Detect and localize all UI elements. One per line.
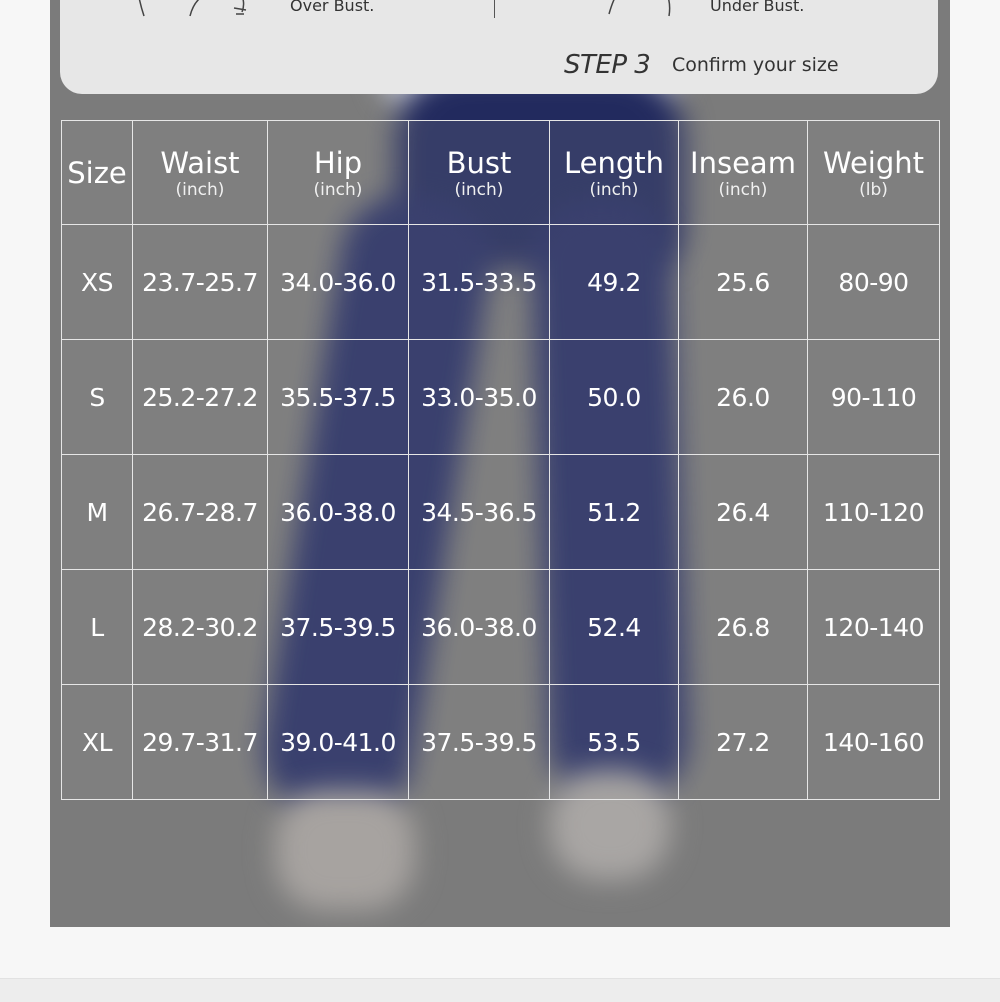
- weight-cell: 110-120: [808, 455, 940, 570]
- inseam-cell: 27.2: [679, 685, 808, 800]
- column-header-label: Inseam: [690, 145, 796, 180]
- length-cell: 53.5: [550, 685, 679, 800]
- over-bust-sketch-icon: [130, 0, 270, 20]
- bust-cell: 37.5-39.5: [409, 685, 550, 800]
- measurement-steps-card: [60, 0, 938, 94]
- table-header-row: [62, 121, 940, 225]
- size-cell: XL: [62, 685, 133, 800]
- column-header-unit: (inch): [718, 179, 768, 200]
- hip-cell: 39.0-41.0: [268, 685, 409, 800]
- column-header-length: [550, 121, 679, 225]
- length-cell: 52.4: [550, 570, 679, 685]
- bust-cell: 34.5-36.5: [409, 455, 550, 570]
- length-cell: 50.0: [550, 340, 679, 455]
- hip-cell: 37.5-39.5: [268, 570, 409, 685]
- hip-cell: 36.0-38.0: [268, 455, 409, 570]
- column-header-label: Size: [67, 155, 127, 190]
- weight-cell: 90-110: [808, 340, 940, 455]
- table-row: [62, 225, 940, 340]
- table-row: [62, 455, 940, 570]
- length-cell: 49.2: [550, 225, 679, 340]
- table-row: [62, 570, 940, 685]
- waist-cell: 29.7-31.7: [133, 685, 268, 800]
- column-header-unit: (inch): [454, 179, 504, 200]
- step-3-text: Confirm your size: [672, 54, 839, 76]
- column-header-unit: (inch): [589, 179, 639, 200]
- column-header-label: Waist: [160, 145, 240, 180]
- column-header-label: Bust: [446, 145, 512, 180]
- size-table: [61, 120, 940, 800]
- under-bust-sketch-icon: [595, 0, 675, 20]
- column-header-hip: [268, 121, 409, 225]
- column-header-weight: [808, 121, 940, 225]
- steps-divider: [494, 0, 495, 18]
- weight-cell: 120-140: [808, 570, 940, 685]
- length-cell: 51.2: [550, 455, 679, 570]
- waist-cell: 23.7-25.7: [133, 225, 268, 340]
- column-header-label: Length: [563, 145, 665, 180]
- bust-cell: 36.0-38.0: [409, 570, 550, 685]
- size-cell: M: [62, 455, 133, 570]
- inseam-cell: 26.8: [679, 570, 808, 685]
- hip-cell: 35.5-37.5: [268, 340, 409, 455]
- column-header-unit: (inch): [313, 179, 363, 200]
- size-cell: L: [62, 570, 133, 685]
- over-bust-label: Over Bust.: [290, 0, 375, 15]
- table-row: [62, 685, 940, 800]
- inseam-cell: 26.0: [679, 340, 808, 455]
- column-header-size: [62, 121, 133, 225]
- waist-cell: 25.2-27.2: [133, 340, 268, 455]
- column-header-waist: [133, 121, 268, 225]
- size-cell: S: [62, 340, 133, 455]
- waist-cell: 28.2-30.2: [133, 570, 268, 685]
- model-left-shoe: [275, 790, 415, 910]
- weight-cell: 140-160: [808, 685, 940, 800]
- hip-cell: 34.0-36.0: [268, 225, 409, 340]
- inseam-cell: 25.6: [679, 225, 808, 340]
- column-header-label: Weight: [822, 145, 925, 180]
- under-bust-label: Under Bust.: [710, 0, 805, 15]
- size-cell: XS: [62, 225, 133, 340]
- bust-cell: 31.5-33.5: [409, 225, 550, 340]
- bust-cell: 33.0-35.0: [409, 340, 550, 455]
- column-header-label: Hip: [313, 145, 363, 180]
- size-chart-image: [50, 0, 950, 927]
- column-header-inseam: [679, 121, 808, 225]
- column-header-unit: (inch): [175, 179, 225, 200]
- column-header-bust: [409, 121, 550, 225]
- waist-cell: 26.7-28.7: [133, 455, 268, 570]
- bottom-bar: [0, 978, 1000, 1002]
- inseam-cell: 26.4: [679, 455, 808, 570]
- column-header-unit: (lb): [859, 179, 888, 200]
- weight-cell: 80-90: [808, 225, 940, 340]
- step-3-label: STEP 3: [564, 50, 651, 80]
- table-row: [62, 340, 940, 455]
